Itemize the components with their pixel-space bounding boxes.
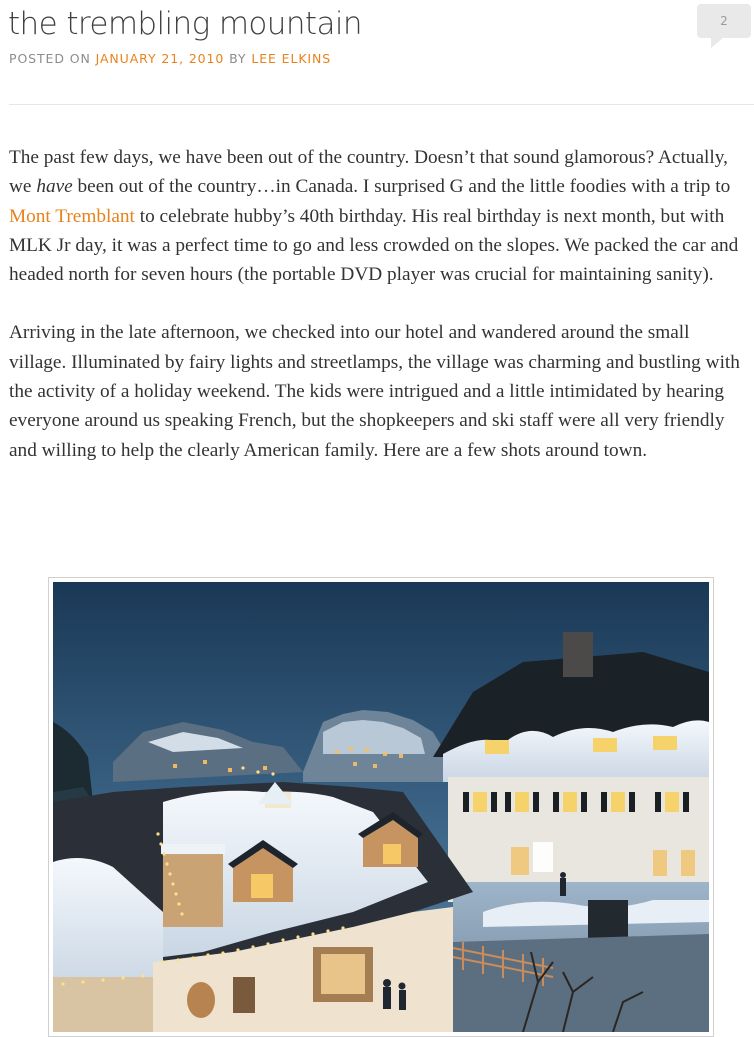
speech-bubble-icon	[711, 38, 723, 48]
emphasis-have: have	[36, 176, 73, 198]
post-date-link[interactable]: JANUARY 21, 2010	[95, 51, 225, 66]
post-meta	[9, 51, 331, 66]
paragraph-intro	[9, 143, 751, 289]
by-label: BY	[229, 51, 247, 66]
photo-frame	[48, 577, 714, 1037]
paragraph-intro-text-3: to celebrate hubby’s 40th birthday. His real birthday is next month, but with MLK Jr day, it was a perfect time to go and less crowded on the slopes. We packed the car and headed north for seven hours (the portable DVD player was crucial for maintaining sanity).	[9, 205, 739, 286]
paragraph-intro-text-1: The past few days, we have been out of the country. Doesn’t that sound glamorous? Actually, we	[9, 147, 728, 198]
post-title[interactable]: the trembling mountain	[8, 6, 362, 42]
mont-tremblant-link[interactable]: Mont Tremblant	[9, 205, 135, 227]
comment-count[interactable]: 2	[720, 14, 728, 28]
author-link[interactable]: LEE ELKINS	[251, 51, 332, 66]
village-photo[interactable]	[53, 582, 709, 1032]
paragraph-intro-text-2: been out of the country…in Canada. I surprised G and the little foodies with a trip to	[72, 176, 731, 198]
header-divider	[9, 104, 754, 105]
posted-on-label: POSTED ON	[9, 51, 91, 66]
paragraph-arrival: Arriving in the late afternoon, we checked into our hotel and wandered around the small village. Illuminated by fairy lights and streetlamps, the village was charming and bustling with the activity of a holiday weekend. The kids were intrigued and a little intimidated by hearing everyone around us speaking French, but the shopkeepers and ski staff were all very friendly and willing to help the clearly American family. Here are a few shots around town.	[9, 322, 740, 461]
entry-content	[9, 143, 751, 494]
comments-count-bubble[interactable]	[697, 4, 751, 38]
